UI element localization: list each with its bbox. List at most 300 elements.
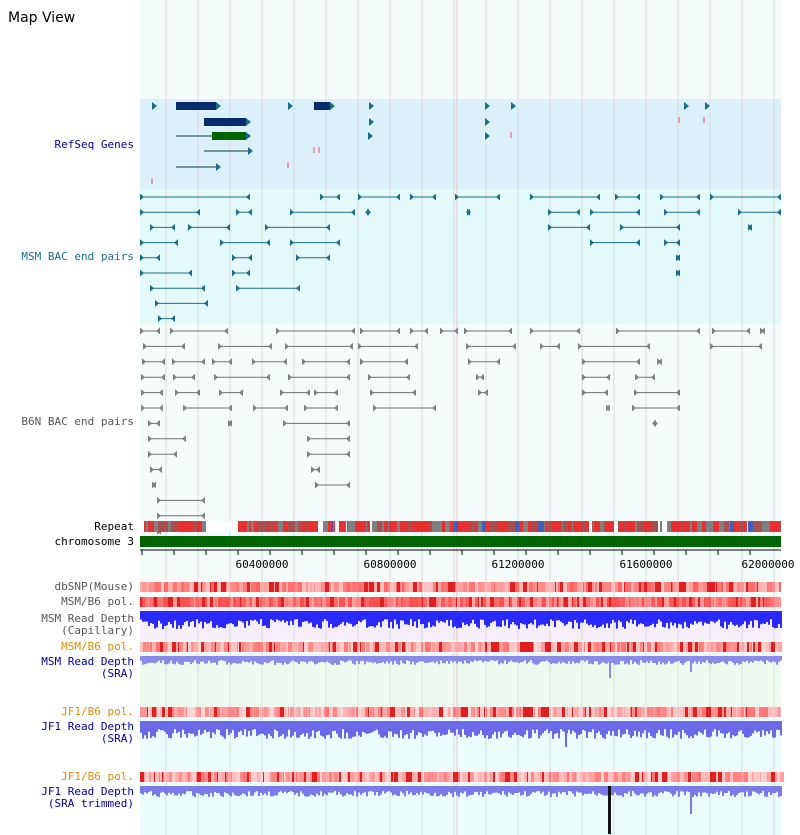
heat-cell (572, 597, 573, 607)
depth-bar (256, 786, 258, 791)
depth-bar (158, 656, 160, 661)
depth-bar (380, 656, 382, 663)
heat-cell (514, 772, 517, 782)
heat-cell (361, 582, 364, 592)
depth-bar (774, 611, 776, 628)
depth-bar (746, 786, 748, 792)
heat-cell (261, 582, 264, 592)
depth-bar (270, 721, 272, 736)
depth-bar (730, 656, 732, 661)
heat-cell (452, 597, 456, 607)
heat-cell (584, 642, 585, 652)
depth-bar (154, 721, 156, 737)
depth-bar (272, 721, 274, 738)
heat-cell (329, 642, 330, 652)
heat-cell (284, 707, 287, 717)
heat-cell (718, 772, 722, 782)
heat-cell (744, 772, 748, 782)
heat-cell (177, 597, 180, 607)
depth-bar (146, 786, 148, 793)
repeat-element (775, 521, 780, 532)
heat-cell (711, 642, 712, 652)
depth-bar (166, 611, 168, 625)
repeat-element (311, 521, 313, 532)
depth-bar (228, 786, 230, 795)
heat-cell (570, 642, 571, 652)
heat-cell (727, 772, 730, 782)
heat-cell (254, 597, 256, 607)
depth-bar (768, 721, 770, 734)
depth-bar (162, 721, 164, 730)
depth-bar (328, 611, 330, 627)
depth-bar (380, 721, 382, 737)
depth-bar (682, 786, 684, 792)
heat-cell (432, 772, 433, 782)
heat-cell (251, 772, 255, 782)
depth-bar (700, 721, 702, 733)
heat-cell (455, 642, 458, 652)
heat-cell (256, 582, 260, 592)
depth-bar (714, 656, 716, 664)
depth-bar (630, 721, 632, 738)
depth-bar (198, 656, 200, 664)
repeat-element (444, 521, 445, 532)
heat-cell (211, 772, 213, 782)
heat-cell (371, 772, 375, 782)
depth-bar (760, 786, 762, 793)
heat-cell (412, 772, 416, 782)
depth-bar (214, 656, 216, 663)
heat-cell (449, 582, 452, 592)
heat-cell (567, 707, 568, 717)
depth-bar (148, 656, 150, 663)
heat-cell (459, 707, 460, 717)
depth-bar (350, 786, 352, 794)
heat-cell (201, 707, 204, 717)
heat-cell (294, 707, 296, 717)
heat-cell (751, 707, 755, 717)
depth-bar (170, 611, 172, 624)
depth-bar (634, 786, 636, 794)
heat-cell (673, 707, 677, 717)
heat-cell (450, 707, 451, 717)
heat-cell (668, 772, 671, 782)
depth-bar (222, 656, 224, 661)
heat-cell (541, 707, 545, 717)
depth-bar (382, 656, 384, 662)
repeat-element (478, 521, 482, 532)
depth-bar (598, 721, 600, 731)
depth-bar (384, 721, 386, 736)
repeat-element (420, 521, 425, 532)
heat-cell (601, 597, 603, 607)
heat-cell (346, 582, 347, 592)
heat-cell (553, 707, 557, 717)
heat-cell (639, 582, 641, 592)
heat-cell (264, 772, 267, 782)
heat-cell (424, 772, 428, 782)
heat-cell (491, 582, 494, 592)
depth-bar (398, 656, 400, 665)
depth-bar (326, 721, 328, 735)
heat-cell (362, 707, 365, 717)
heat-cell (304, 707, 306, 717)
depth-bar (238, 721, 240, 732)
depth-bar (204, 611, 206, 622)
depth-bar (708, 656, 710, 663)
depth-bar (698, 611, 700, 622)
depth-bar (350, 611, 352, 624)
depth-bar (482, 611, 484, 620)
heat-cell (297, 772, 300, 782)
depth-bar (684, 786, 686, 795)
depth-bar (144, 656, 146, 664)
repeat-element (417, 521, 418, 532)
depth-bar (464, 721, 466, 735)
depth-bar (748, 721, 750, 737)
depth-bar (258, 786, 260, 796)
heat-cell (576, 597, 577, 607)
depth-bar (150, 786, 152, 791)
depth-bar (414, 786, 416, 795)
depth-bar (652, 656, 654, 663)
heat-cell (225, 597, 227, 607)
heat-cell (266, 642, 269, 652)
heat-cell (615, 597, 619, 607)
depth-bar (364, 721, 366, 733)
heat-cell (557, 772, 559, 782)
heat-cell (476, 772, 478, 782)
heat-cell (620, 642, 621, 652)
heat-cell (596, 642, 599, 652)
depth-bar (656, 721, 658, 733)
depth-bar (688, 786, 690, 792)
depth-bar (708, 786, 710, 797)
depth-bar (258, 721, 260, 735)
heat-cell (622, 582, 624, 592)
depth-bar (432, 656, 434, 661)
depth-bar (278, 721, 280, 737)
heat-cell (471, 642, 475, 652)
depth-bar (352, 786, 354, 796)
depth-bar (404, 786, 406, 796)
heat-cell (449, 772, 452, 782)
heat-cell (398, 772, 400, 782)
heat-cell (280, 642, 282, 652)
heat-cell (347, 772, 348, 782)
depth-bar (418, 656, 420, 662)
heat-cell (589, 772, 593, 782)
heat-cell (756, 582, 757, 592)
depth-bar (764, 611, 766, 624)
heat-cell (368, 707, 369, 717)
heat-cell (725, 642, 726, 652)
heat-cell (300, 772, 304, 782)
heat-cell (596, 597, 599, 607)
heat-cell (233, 597, 236, 607)
heat-cell (321, 642, 322, 652)
depth-bar (348, 786, 350, 795)
heat-cell (406, 597, 409, 607)
depth-bar (656, 656, 658, 665)
heat-cell (725, 772, 727, 782)
heat-cell (240, 597, 241, 607)
depth-bar (376, 786, 378, 792)
depth-bar (224, 611, 226, 628)
heat-cell (168, 582, 172, 592)
depth-bar (182, 786, 184, 794)
gene-exon (314, 102, 330, 110)
depth-bar (426, 611, 428, 628)
heat-cell (542, 597, 546, 607)
depth-bar (166, 786, 168, 795)
heat-cell (259, 597, 260, 607)
depth-bar (404, 611, 406, 624)
heat-cell (162, 772, 163, 782)
depth-bar (604, 611, 606, 628)
depth-bar (306, 611, 308, 621)
depth-bar (774, 656, 776, 662)
depth-bar (468, 721, 470, 736)
heat-cell (288, 597, 290, 607)
heat-cell (617, 707, 618, 717)
heat-cell (221, 597, 225, 607)
heat-cell (273, 597, 275, 607)
depth-bar (578, 786, 580, 792)
heat-cell (217, 582, 221, 592)
heat-cell (565, 707, 567, 717)
repeat-element (592, 521, 593, 532)
depth-bar (540, 611, 542, 625)
repeat-element (278, 521, 283, 532)
depth-bar (576, 721, 578, 739)
heat-cell (243, 772, 246, 782)
depth-bar (476, 721, 478, 736)
heat-cell (227, 582, 230, 592)
depth-bar (754, 656, 756, 661)
depth-bar (380, 786, 382, 795)
depth-bar (772, 721, 774, 738)
chromosome-bar (140, 536, 781, 547)
heat-cell (586, 707, 589, 717)
heat-cell (475, 642, 478, 652)
heat-cell (470, 772, 474, 782)
depth-bar (674, 786, 676, 794)
heat-cell (211, 582, 214, 592)
heat-cell (644, 597, 647, 607)
depth-bar (270, 656, 272, 661)
heat-cell (713, 642, 716, 652)
heat-cell (583, 597, 584, 607)
heat-cell (152, 707, 156, 717)
heat-cell (561, 772, 564, 782)
heat-cell (313, 582, 314, 592)
depth-bar (732, 611, 734, 625)
heat-cell (619, 597, 622, 607)
track-label-b6n-bac: B6N BAC end pairs (21, 415, 134, 428)
depth-bar (240, 611, 242, 621)
heat-cell (313, 707, 315, 717)
heat-cell (283, 772, 284, 782)
heat-cell (140, 707, 143, 717)
heat-cell (507, 597, 509, 607)
heat-cell (510, 582, 512, 592)
depth-bar (542, 786, 544, 792)
heat-cell (154, 772, 155, 782)
depth-bar (306, 721, 308, 733)
heat-cell (306, 597, 309, 607)
heat-cell (376, 597, 380, 607)
depth-bar (210, 786, 212, 793)
depth-bar (750, 611, 752, 621)
heat-cell (248, 642, 249, 652)
heat-cell (493, 772, 495, 782)
depth-bar (770, 656, 772, 663)
heat-cell (546, 582, 548, 592)
heat-cell (612, 772, 614, 782)
heat-cell (435, 642, 436, 652)
repeat-element (558, 521, 562, 532)
repeat-element (470, 521, 471, 532)
heat-cell (703, 642, 704, 652)
heat-cell (599, 582, 602, 592)
depth-bar (436, 786, 438, 796)
heat-cell (775, 707, 778, 717)
depth-bar (706, 656, 708, 660)
repeat-element (485, 521, 489, 532)
heat-cell (471, 707, 475, 717)
heat-cell (521, 597, 525, 607)
repeat-element (339, 521, 343, 532)
heat-cell (607, 597, 608, 607)
depth-bar (638, 611, 640, 624)
depth-bar (462, 611, 464, 622)
depth-bar (460, 656, 462, 662)
depth-bar (466, 611, 468, 624)
heat-cell (704, 597, 706, 607)
depth-bar (580, 721, 582, 734)
heat-cell (640, 642, 641, 652)
track-label-dbsnp: dbSNP(Mouse) (54, 580, 134, 593)
depth-bar (174, 656, 176, 664)
depth-bar (604, 656, 606, 663)
depth-bar (632, 656, 634, 664)
heat-cell (486, 707, 487, 717)
heat-cell (183, 642, 186, 652)
depth-bar (528, 656, 530, 662)
heat-cell (599, 707, 601, 717)
depth-bar (226, 786, 228, 793)
heat-cell (710, 772, 712, 782)
depth-bar (368, 786, 370, 792)
depth-bar (622, 656, 624, 661)
heat-cell (172, 772, 173, 782)
heat-cell (359, 772, 360, 782)
repeat-element (593, 521, 594, 532)
heat-cell (151, 772, 154, 782)
repeat-element (744, 521, 747, 532)
heat-cell (225, 772, 226, 782)
heat-cell (423, 642, 425, 652)
repeat-element (657, 521, 658, 532)
depth-bar (360, 656, 362, 661)
heat-cell (387, 597, 390, 607)
heat-cell (379, 642, 382, 652)
depth-bar (346, 656, 348, 662)
heat-cell (695, 597, 698, 607)
depth-bar (172, 721, 174, 733)
heat-cell (693, 582, 696, 592)
heat-cell (274, 642, 275, 652)
heat-cell (178, 642, 179, 652)
depth-bar (610, 721, 612, 736)
depth-bar (564, 656, 566, 663)
depth-bar (298, 611, 300, 627)
heat-cell (641, 642, 643, 652)
heat-cell (561, 707, 562, 717)
depth-bar (744, 721, 746, 737)
depth-bar (640, 656, 642, 660)
depth-bar (444, 721, 446, 735)
heat-cell (149, 772, 151, 782)
heat-cell (460, 772, 462, 782)
heat-cell (299, 707, 300, 717)
heat-cell (567, 772, 569, 782)
depth-bar (386, 611, 388, 619)
repeat-element (216, 521, 220, 532)
heat-cell (249, 597, 250, 607)
heat-cell (230, 597, 232, 607)
heat-cell (710, 642, 711, 652)
repeat-element (283, 521, 287, 532)
depth-bar (322, 721, 324, 736)
repeat-element (702, 521, 706, 532)
heat-cell (373, 582, 374, 592)
repeat-element (768, 521, 770, 532)
heat-cell (651, 772, 652, 782)
depth-bar (332, 721, 334, 731)
heat-cell (576, 772, 577, 782)
heat-cell (322, 642, 326, 652)
depth-bar (496, 786, 498, 793)
heat-cell (527, 772, 528, 782)
heat-cell (682, 642, 683, 652)
heat-cell (285, 772, 286, 782)
heat-cell (404, 582, 406, 592)
heat-cell (559, 772, 561, 782)
heat-cell (538, 642, 541, 652)
heat-cell (739, 642, 740, 652)
heat-cell (390, 597, 393, 607)
depth-bar (286, 611, 288, 621)
depth-bar (160, 656, 162, 663)
depth-bar (762, 721, 764, 730)
heat-cell (469, 642, 471, 652)
depth-bar (440, 721, 442, 736)
heat-cell (731, 707, 732, 717)
heat-cell (317, 707, 318, 717)
heat-cell (586, 582, 588, 592)
heat-cell (183, 582, 184, 592)
heat-cell (417, 582, 419, 592)
heat-cell (458, 772, 460, 782)
heat-cell (238, 642, 239, 652)
depth-bar (740, 786, 742, 792)
depth-bar (466, 721, 468, 738)
depth-bar (356, 786, 358, 797)
depth-bar (682, 611, 684, 628)
depth-bar (236, 656, 238, 664)
